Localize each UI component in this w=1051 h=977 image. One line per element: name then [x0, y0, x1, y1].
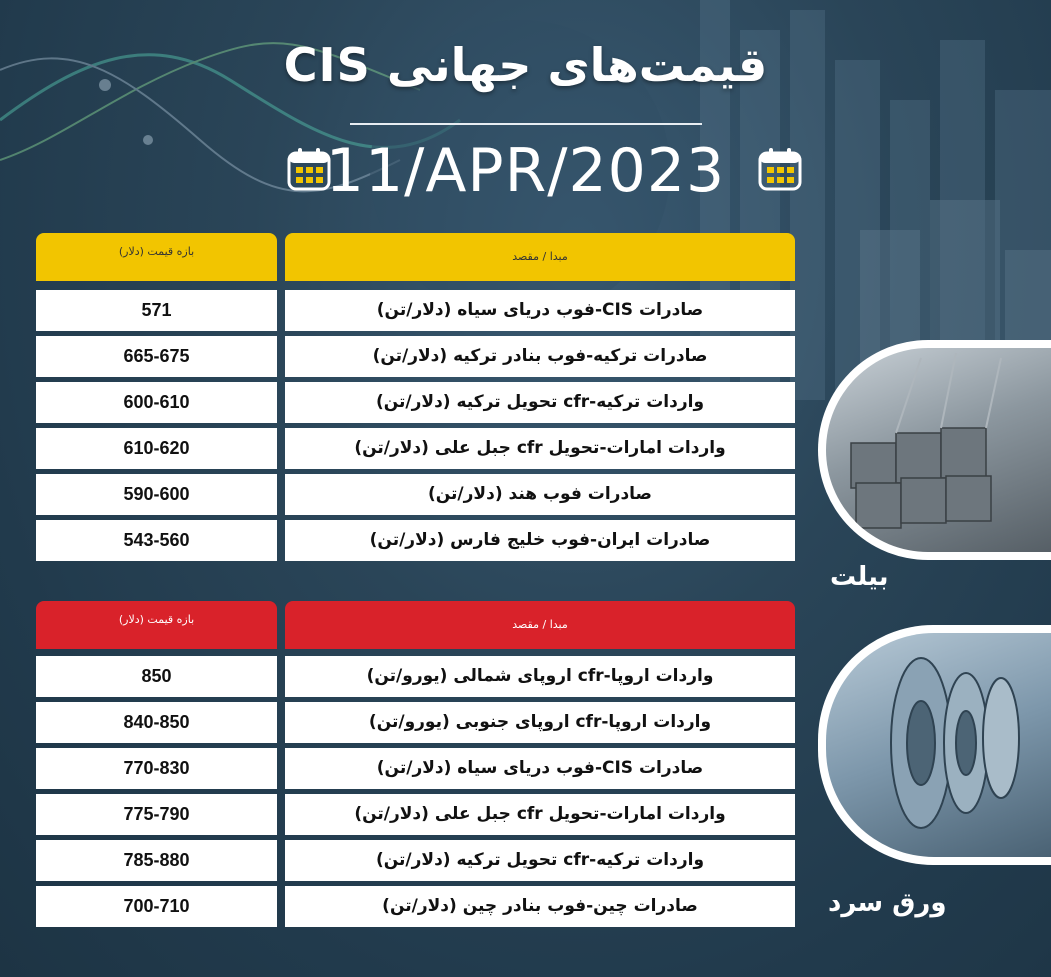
cold-sheet-route-header: مبدا / مقصد: [285, 601, 795, 649]
billet-price-header: بازه قیمت (دلار): [36, 233, 277, 281]
route-cell: صادرات CIS-فوب دریای سیاه (دلار/تن): [285, 748, 795, 789]
route-cell: صادرات ایران-فوب خلیج فارس (دلار/تن): [285, 520, 795, 561]
price-cell: 600-610: [36, 382, 277, 423]
route-cell: واردات اروپا-cfr اروپای شمالی (یورو/تن): [285, 656, 795, 697]
billet-caption: بیلت: [830, 562, 889, 592]
price-cell: 850: [36, 656, 277, 697]
price-cell: 665-675: [36, 336, 277, 377]
price-cell: 543-560: [36, 520, 277, 561]
route-cell: صادرات CIS-فوب دریای سیاه (دلار/تن): [285, 290, 795, 331]
page-title: قیمت‌های جهانی CIS: [283, 38, 768, 92]
price-cell: 770-830: [36, 748, 277, 789]
report-date: 11/APR/2023: [325, 136, 726, 206]
cold-sheet-image: [818, 625, 1051, 865]
price-cell: 700-710: [36, 886, 277, 927]
price-cell: 571: [36, 290, 277, 331]
route-cell: واردات ترکیه-cfr تحویل ترکیه (دلار/تن): [285, 382, 795, 423]
price-cell: 590-600: [36, 474, 277, 515]
cold-sheet-price-header: بازه قیمت (دلار): [36, 601, 277, 649]
title-divider: [350, 123, 702, 125]
route-cell: واردات اروپا-cfr اروپای جنوبی (یورو/تن): [285, 702, 795, 743]
price-cell: 775-790: [36, 794, 277, 835]
route-cell: صادرات ترکیه-فوب بنادر ترکیه (دلار/تن): [285, 336, 795, 377]
route-cell: واردات امارات-تحویل cfr جبل علی (دلار/تن): [285, 794, 795, 835]
price-cell: 785-880: [36, 840, 277, 881]
route-cell: صادرات فوب هند (دلار/تن): [285, 474, 795, 515]
price-cell: 840-850: [36, 702, 277, 743]
calendar-icon: [757, 146, 803, 192]
route-cell: صادرات چین-فوب بنادر چین (دلار/تن): [285, 886, 795, 927]
price-cell: 610-620: [36, 428, 277, 469]
route-cell: واردات امارات-تحویل cfr جبل علی (دلار/تن): [285, 428, 795, 469]
cold-sheet-caption: ورق سرد: [828, 888, 947, 918]
billet-image: [818, 340, 1051, 560]
route-cell: واردات ترکیه-cfr تحویل ترکیه (دلار/تن): [285, 840, 795, 881]
billet-route-header: مبدا / مقصد: [285, 233, 795, 281]
